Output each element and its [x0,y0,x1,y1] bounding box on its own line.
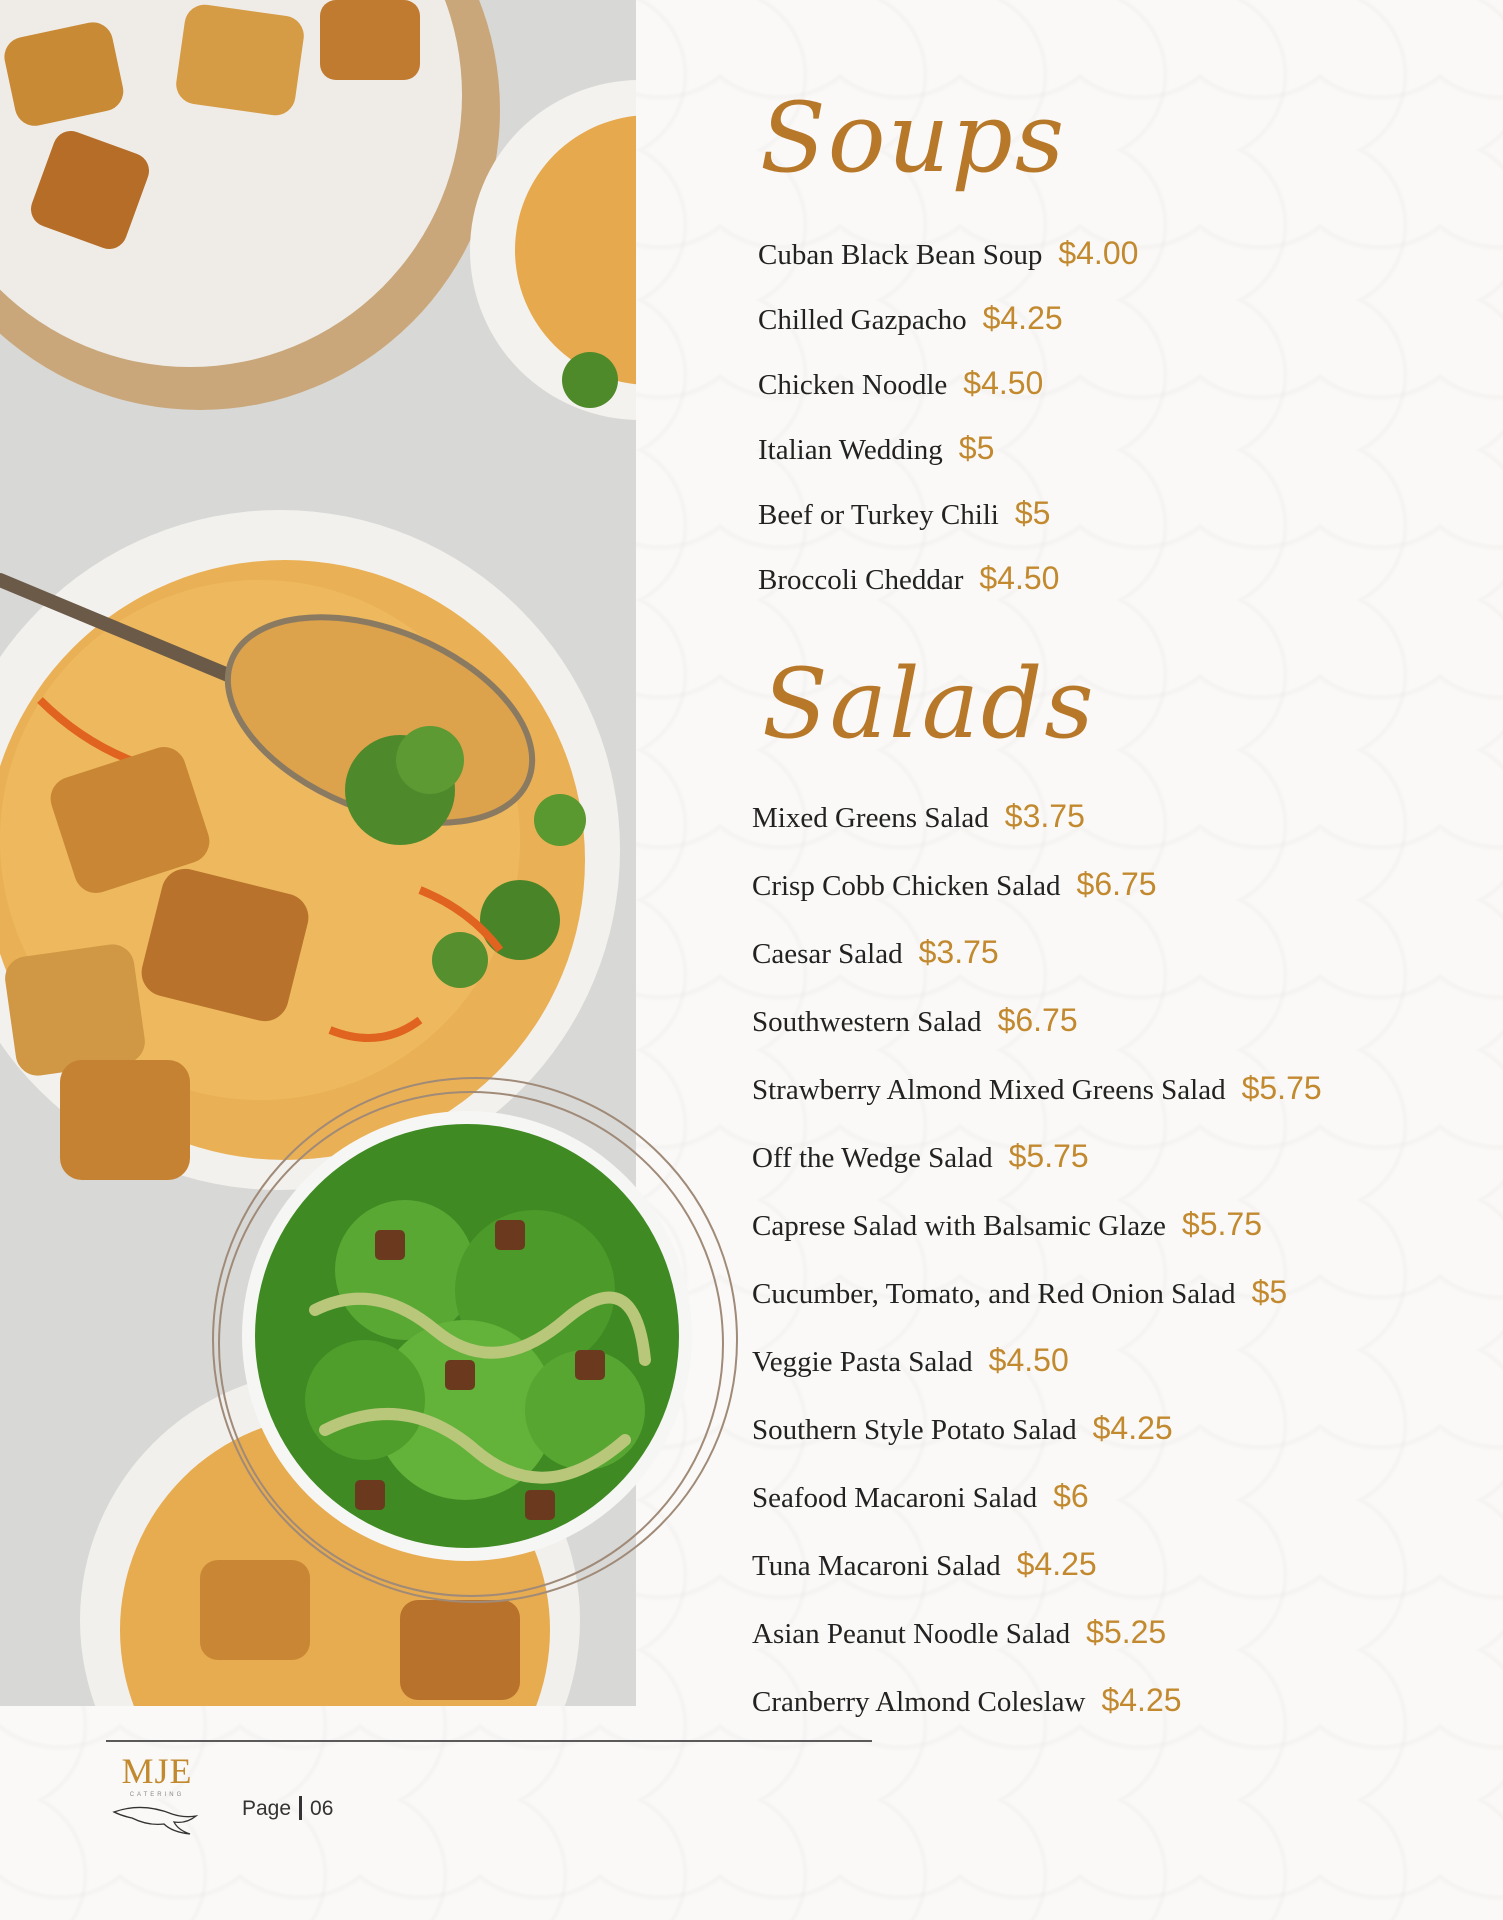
page-separator [299,1796,302,1820]
salad-name: Caprese Salad with Balsamic Glaze [752,1210,1166,1242]
salad-price: $5.75 [1241,1070,1322,1106]
soup-item [758,560,1059,597]
salad-item [752,1410,1173,1447]
salad-name: Caesar Salad [752,938,903,970]
soup-name: Broccoli Cheddar [758,564,964,596]
soup-price: $4.50 [979,560,1060,596]
soup-price: $4.00 [1058,235,1139,271]
soup-item [758,365,1043,402]
salad-name: Southern Style Potato Salad [752,1414,1077,1446]
salad-item [752,1342,1069,1379]
page-number: 06 [310,1797,334,1820]
soup-item [758,235,1138,272]
salad-price: $5.25 [1086,1614,1167,1650]
salad-name: Mixed Greens Salad [752,802,989,834]
salad-price: $6.75 [1076,866,1157,902]
soups-title: Soups [760,82,1067,194]
soup-price: $4.50 [963,365,1044,401]
soup-name: Chilled Gazpacho [758,304,967,336]
soup-item [758,430,994,467]
logo-subtext: CATERING [129,1792,185,1798]
salad-name: Cucumber, Tomato, and Red Onion Salad [752,1278,1236,1310]
soup-name: Beef or Turkey Chili [758,499,999,531]
salad-price: $4.25 [1101,1682,1182,1718]
soup-name: Chicken Noodle [758,369,948,401]
salad-price: $5.75 [1181,1206,1262,1242]
salad-name: Southwestern Salad [752,1006,982,1038]
salad-name: Off the Wedge Salad [752,1142,993,1174]
salad-item [752,1614,1166,1651]
soup-price: $5 [958,430,995,466]
salad-price: $5.75 [1008,1138,1089,1174]
soup-name: Italian Wedding [758,434,943,466]
salad-name: Cranberry Almond Coleslaw [752,1686,1086,1718]
footer-divider [106,1740,872,1742]
salad-price: $5 [1251,1274,1288,1310]
salad-item [752,1206,1262,1243]
salad-name: Asian Peanut Noodle Salad [752,1618,1071,1650]
salad-name: Veggie Pasta Salad [752,1346,973,1378]
salad-name: Strawberry Almond Mixed Greens Salad [752,1074,1226,1106]
soup-price: $4.25 [982,300,1063,336]
salad-name: Crisp Cobb Chicken Salad [752,870,1061,902]
salad-item [752,1070,1322,1107]
salad-price: $6 [1053,1478,1089,1514]
page-label-text: Page [242,1797,292,1820]
soup-item [758,495,1050,532]
salad-item [752,1274,1287,1311]
salad-item [752,1478,1089,1515]
salad-photo-illustration [205,1070,745,1610]
salad-price: $4.25 [1016,1546,1097,1582]
page-indicator [242,1796,333,1821]
salad-item [752,1682,1182,1719]
salad-item [752,934,999,971]
salad-name: Seafood Macaroni Salad [752,1482,1038,1514]
salad-name: Tuna Macaroni Salad [752,1550,1001,1582]
salad-item [752,1546,1097,1583]
salad-price: $4.25 [1092,1410,1173,1446]
soup-item [758,300,1063,337]
salads-title: Salads [762,648,1096,760]
company-logo [112,1750,202,1840]
soup-name: Cuban Black Bean Soup [758,239,1043,271]
eagle-icon [112,1798,202,1838]
salad-price: $3.75 [1004,798,1085,834]
salad-price: $4.50 [988,1342,1069,1378]
soup-price: $5 [1014,495,1051,531]
salad-price: $3.75 [918,934,999,970]
salad-item [752,1138,1089,1175]
salad-item [752,1002,1078,1039]
salad-item [752,798,1085,835]
logo-text: MJE [121,1751,193,1791]
salad-item [752,866,1157,903]
salad-photo [205,1070,745,1610]
salad-price: $6.75 [997,1002,1078,1038]
